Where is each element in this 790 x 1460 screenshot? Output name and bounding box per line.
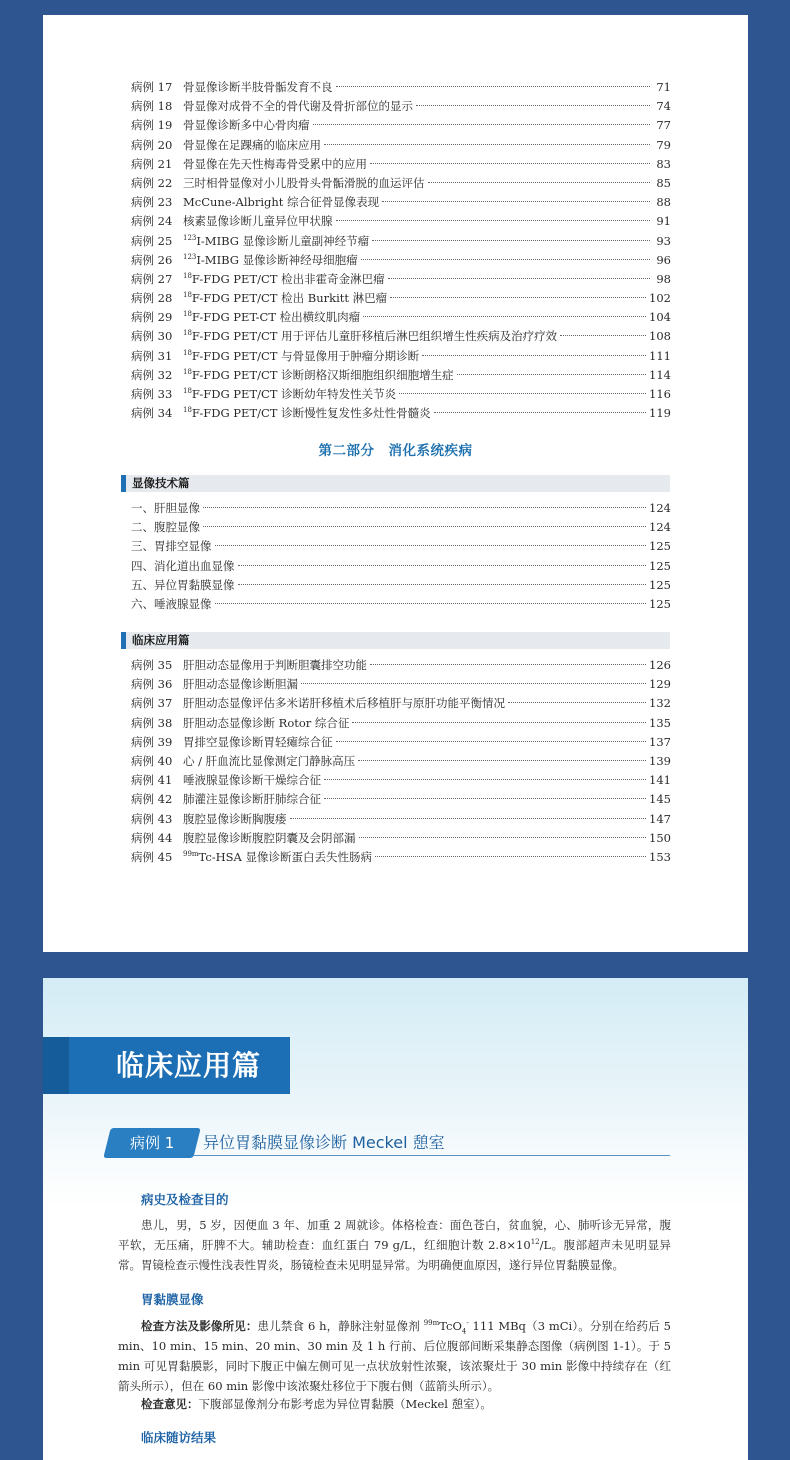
toc-case-number: 病例 20 (131, 137, 173, 152)
toc-case-number: 病例 24 (131, 214, 173, 229)
toc-leader-dots (375, 856, 646, 857)
heading-followup: 临床随访结果 (141, 1430, 217, 1445)
toc-row (131, 752, 671, 771)
toc-row (131, 694, 671, 713)
toc-leader-dots (422, 355, 646, 356)
toc-entry-text: 腹腔显像诊断胸腹瘘 (183, 811, 287, 826)
toc-entry-title (183, 675, 298, 694)
toc-page-number: 125 (649, 558, 671, 573)
toc-entry-text: Tc-HSA 显像诊断蛋白丢失性肠病 (198, 849, 373, 864)
toc-case-number: 病例 42 (131, 792, 173, 807)
toc-isotope-sup: 18 (183, 291, 192, 300)
toc-clinical-list (131, 656, 671, 867)
toc-tech-list (131, 499, 671, 614)
toc-case-number: 病例 26 (131, 252, 173, 267)
toc-row (131, 136, 671, 155)
toc-page-number: 153 (649, 849, 671, 864)
toc-entry-title (183, 366, 454, 385)
toc-row (131, 78, 671, 97)
toc-row (131, 116, 671, 135)
toc-row (131, 714, 671, 733)
toc-entry-title (183, 694, 505, 713)
toc-entry-text: 腹腔显像诊断腹腔阴囊及会阴部漏 (183, 830, 356, 845)
toc-page-number: 108 (649, 329, 671, 344)
toc-leader-dots (301, 683, 646, 684)
history-sup: 12 (530, 1238, 540, 1246)
toc-entry-title (183, 212, 333, 231)
toc-entry-title (183, 829, 356, 848)
toc-row (131, 308, 671, 327)
toc-entry-text: 肺灌注显像诊断肝肺综合征 (183, 792, 321, 807)
toc-case-number: 病例 18 (131, 99, 173, 114)
toc-row (131, 733, 671, 752)
toc-entry-title (183, 790, 321, 809)
toc-entry-title (131, 499, 200, 518)
toc-case-number: 病例 43 (131, 811, 173, 826)
toc-leader-dots (372, 240, 650, 241)
toc-isotope-sup: 18 (183, 329, 192, 338)
toc-leader-dots (560, 335, 646, 336)
toc-row (131, 518, 671, 537)
toc-page-number: 147 (649, 811, 671, 826)
toc-case-number: 病例 38 (131, 715, 173, 730)
toc-case-number: 病例 40 (131, 753, 173, 768)
toc-entry-title (183, 771, 321, 790)
toc-leader-dots (336, 86, 651, 87)
toc-leader-dots (324, 798, 646, 799)
toc-entry-text: 四、消化道出血显像 (131, 558, 235, 573)
content-page (43, 978, 748, 1460)
part-title: 第二部分 消化系统疾病 (318, 443, 473, 459)
toc-case-number: 病例 22 (131, 175, 173, 190)
toc-isotope-sup: 18 (183, 271, 192, 280)
toc-entry-text: McCune-Albright 综合征骨显像表现 (183, 195, 380, 210)
toc-leader-dots (416, 105, 650, 106)
toc-entry-title (183, 97, 413, 116)
toc-entry-title (183, 308, 360, 327)
method-label: 检查方法及影像所见： (141, 1319, 258, 1333)
toc-entry-title (131, 576, 235, 595)
toc-page-number: 137 (649, 734, 671, 749)
toc-page-number: 129 (649, 677, 671, 692)
toc-entry-title (183, 251, 358, 270)
toc-entry-text: F-FDG PET/CT 用于评估儿童肝移植后淋巴组织增生性疾病及治疗疗效 (191, 329, 558, 344)
toc-case-number: 病例 35 (131, 658, 173, 672)
toc-leader-dots (203, 507, 646, 508)
toc-row (131, 174, 671, 193)
toc-entry-text: F-FDG PET/CT 检出非霍奇金淋巴瘤 (191, 271, 385, 286)
toc-page-number: 83 (656, 156, 671, 171)
toc-page-number: 116 (649, 387, 671, 401)
toc-leader-dots (324, 779, 646, 780)
toc-page-number: 145 (649, 792, 671, 807)
toc-case-number: 病例 28 (131, 291, 173, 306)
toc-page-number: 141 (649, 773, 671, 788)
method-sup-2: - (466, 1319, 469, 1327)
toc-page-number: 98 (656, 271, 671, 286)
toc-row (131, 537, 671, 556)
method-paragraph (118, 1316, 671, 1396)
toc-entry-text: I-MIBG 显像诊断儿童副神经节瘤 (196, 233, 370, 248)
section-header-tech: 显像技术篇 (121, 475, 670, 492)
toc-leader-dots (382, 201, 650, 202)
opinion-text: 下腹部显像剂分布影考虑为异位胃黏膜（Meckel 憩室）。 (198, 1397, 492, 1411)
toc-entry-text: 六、唾液腺显像 (131, 596, 212, 611)
toc-leader-dots (215, 603, 647, 604)
toc-entry-text: 肝胆动态显像诊断 Rotor 综合征 (183, 715, 350, 730)
toc-row (131, 232, 671, 251)
toc-leader-dots (428, 182, 651, 183)
toc-row (131, 576, 671, 595)
toc-row (131, 366, 671, 385)
history-text: 患儿，男，5 岁，因便血 3 年、加重 2 周就诊。体格检查：面色苍白，贫血貌，心、肺听诊无异常，腹平软，无压痛，肝脾不大。辅助检查：血红蛋白 79 g/L，红细胞计数 2.8×10 (118, 1218, 671, 1252)
toc-entry-text: 五、异位胃黏膜显像 (131, 577, 235, 592)
chapter-banner: 临床应用篇 (43, 1037, 290, 1094)
toc-entry-title (183, 174, 425, 193)
toc-case-number: 病例 37 (131, 696, 173, 711)
toc-leader-dots (324, 144, 650, 145)
toc-entry-text: 骨显像在先天性梅毒骨受累中的应用 (183, 156, 367, 171)
toc-page-number: 114 (649, 367, 671, 382)
toc-page-number: 74 (656, 99, 671, 114)
toc-page (43, 15, 748, 952)
toc-isotope-sup: 123 (183, 252, 197, 261)
toc-entry-text: 骨显像在足踝痛的临床应用 (183, 137, 321, 152)
toc-entry-text: F-FDG PET/CT 诊断朗格汉斯细胞组织细胞增生症 (191, 367, 454, 382)
toc-entry-title (183, 810, 287, 829)
toc-row (131, 656, 671, 675)
toc-leader-dots (399, 393, 646, 394)
toc-entry-text: 骨显像对成骨不全的骨代谢及骨折部位的显示 (183, 99, 413, 114)
toc-case-number: 病例 21 (131, 156, 173, 171)
toc-case-number: 病例 41 (131, 773, 173, 788)
toc-row (131, 848, 671, 867)
method-text-1: 患儿禁食 6 h，静脉注射显像剂 (257, 1319, 424, 1333)
toc-entry-title (131, 537, 212, 556)
toc-row (131, 675, 671, 694)
toc-entry-title (183, 193, 379, 212)
toc-page-number: 125 (649, 539, 671, 554)
toc-page-number: 91 (656, 214, 671, 229)
toc-row (131, 251, 671, 270)
toc-entry-title (183, 404, 431, 423)
toc-entry-text: 心 / 肝血流比显像测定门静脉高压 (183, 753, 356, 768)
toc-leader-dots (358, 760, 646, 761)
toc-leader-dots (238, 584, 647, 585)
toc-row (131, 97, 671, 116)
toc-entry-title (183, 733, 333, 752)
toc-case-number: 病例 45 (131, 849, 173, 864)
toc-entry-title (183, 385, 396, 404)
toc-leader-dots (336, 741, 647, 742)
toc-row (131, 404, 671, 423)
toc-page-number: 79 (656, 137, 671, 152)
toc-entry-text: I-MIBG 显像诊断神经母细胞瘤 (196, 252, 358, 267)
toc-case-number: 病例 44 (131, 830, 173, 845)
toc-page-number: 125 (649, 577, 671, 592)
toc-row (131, 289, 671, 308)
toc-case-number: 病例 19 (131, 118, 173, 133)
toc-entry-title (183, 327, 557, 346)
method-text-3: 111 MBq（3 mCi）。分别在给药后 5 min、10 min、15 min、20 min、30 min 及 1 h 行前、后位腹部间断采集静态图像（病例图 1-1）。于 5 min 可见胃黏膜影，同时下腹正中偏左侧可见一点状放射性浓聚，该浓聚灶于 30 min 影像中持续存在（红箭头所示），但在 60 min 影像中该浓聚灶移位于下腹右侧（蓝箭头所示）。 (118, 1319, 671, 1393)
toc-leader-dots (313, 124, 651, 125)
toc-leader-dots (363, 316, 646, 317)
toc-case-number: 病例 30 (131, 329, 173, 344)
method-sub: 4 (461, 1327, 467, 1336)
toc-entry-title (183, 232, 369, 251)
toc-page-number: 126 (649, 658, 671, 672)
toc-isotope-sup: 99m (183, 849, 199, 858)
toc-leader-dots (390, 297, 646, 298)
toc-entry-title (183, 136, 321, 155)
toc-isotope-sup: 123 (183, 233, 197, 242)
toc-page-number: 150 (649, 830, 671, 845)
toc-entry-text: 三时相骨显像对小儿股骨头骨骺滑脱的血运评估 (183, 175, 425, 190)
toc-isotope-sup: 18 (183, 348, 192, 357)
heading-imaging: 胃黏膜显像 (141, 1292, 204, 1307)
toc-page-number: 88 (656, 195, 671, 210)
toc-leader-dots (290, 818, 647, 819)
toc-case-number: 病例 31 (131, 348, 173, 363)
toc-entry-text: 肝胆动态显像用于判断胆囊排空功能 (183, 658, 367, 672)
opinion-label: 检查意见： (141, 1397, 199, 1411)
toc-entry-text: 三、胃排空显像 (131, 539, 212, 554)
heading-history: 病史及检查目的 (141, 1192, 229, 1207)
toc-leader-dots (370, 664, 646, 665)
case-title: 异位胃黏膜显像诊断 Meckel 憩室 (203, 1133, 445, 1152)
toc-row (131, 790, 671, 809)
toc-page-number: 96 (656, 252, 671, 267)
toc-case-number: 病例 33 (131, 387, 173, 401)
method-sup: 99m (423, 1319, 440, 1327)
toc-entry-text: 胃排空显像诊断胃轻瘫综合征 (183, 734, 333, 749)
toc-entry-title (183, 270, 385, 289)
toc-entry-title (183, 78, 333, 97)
toc-case-number: 病例 39 (131, 734, 173, 749)
toc-entry-text: F-FDG PET-CT 检出横纹肌肉瘤 (191, 310, 361, 325)
toc-entry-text: 一、肝胆显像 (131, 501, 200, 515)
toc-entry-title (183, 714, 349, 733)
toc-entry-title (183, 848, 372, 867)
toc-case-number: 病例 17 (131, 80, 173, 94)
toc-entry-title (131, 595, 212, 614)
toc-isotope-sup: 18 (183, 406, 192, 415)
toc-entry-title (183, 116, 310, 135)
toc-entry-text: 肝胆动态显像评估多米诺肝移植术后移植肝与原肝功能平衡情况 (183, 696, 505, 711)
toc-page-number: 111 (649, 348, 671, 363)
toc-entry-text: 骨显像诊断半肢骨骺发育不良 (183, 80, 333, 94)
toc-leader-dots (203, 526, 646, 527)
toc-isotope-sup: 18 (183, 367, 192, 376)
toc-entry-text: F-FDG PET/CT 与骨显像用于肿瘤分期诊断 (191, 348, 420, 363)
toc-leader-dots (238, 565, 647, 566)
toc-entry-text: 唾液腺显像诊断干燥综合征 (183, 773, 321, 788)
toc-page-number: 125 (649, 596, 671, 611)
toc-page-number: 85 (656, 175, 671, 190)
toc-entry-title (131, 518, 200, 537)
case-number-label: 病例 1 (129, 1134, 175, 1152)
toc-leader-dots (352, 722, 646, 723)
banner-accent (43, 1037, 69, 1094)
toc-entry-text: 二、腹腔显像 (131, 520, 200, 535)
toc-leader-dots (370, 163, 650, 164)
toc-case-number: 病例 27 (131, 271, 173, 286)
toc-leader-dots (434, 412, 646, 413)
toc-row (131, 193, 671, 212)
toc-entry-title (183, 656, 367, 675)
toc-leader-dots (457, 374, 646, 375)
section-header-clinical: 临床应用篇 (121, 632, 670, 649)
toc-page-number: 104 (649, 310, 671, 325)
toc-row (131, 499, 671, 518)
case-number-tag (103, 1128, 200, 1158)
case-title-rule (193, 1155, 670, 1156)
history-text-2: /L。腹部超声未见明显异常。胃镜检查示慢性浅表性胃炎，肠镜检查未见明显异常。为明确便血原因，遂行异位胃黏膜显像。 (118, 1238, 672, 1272)
toc-page-number: 71 (656, 80, 671, 94)
opinion-paragraph (118, 1394, 671, 1414)
toc-row (131, 155, 671, 174)
history-paragraph (118, 1215, 671, 1275)
toc-page-number: 93 (656, 233, 671, 248)
toc-isotope-sup: 18 (183, 387, 192, 395)
toc-entry-title (183, 289, 387, 308)
toc-row (131, 771, 671, 790)
toc-entry-title (183, 347, 419, 366)
toc-row (131, 557, 671, 576)
toc-case-number: 病例 25 (131, 233, 173, 248)
toc-case-number: 病例 29 (131, 310, 173, 325)
toc-leader-dots (336, 220, 651, 221)
toc-row (131, 810, 671, 829)
toc-page-number: 102 (649, 291, 671, 306)
toc-case-number: 病例 36 (131, 677, 173, 692)
toc-leader-dots (388, 278, 650, 279)
toc-row (131, 385, 671, 404)
toc-entry-title (183, 752, 355, 771)
toc-entry-text: F-FDG PET/CT 诊断幼年特发性关节炎 (191, 387, 397, 401)
toc-page-number: 77 (656, 118, 671, 133)
toc-row (131, 829, 671, 848)
method-text-2: TcO (439, 1319, 462, 1333)
toc-page-number: 124 (649, 520, 671, 535)
toc-page-number: 139 (649, 753, 671, 768)
toc-leader-dots (361, 259, 650, 260)
toc-leader-dots (508, 702, 646, 703)
toc-page-number: 132 (649, 696, 671, 711)
toc-case-number: 病例 34 (131, 406, 173, 421)
toc-entry-text: 肝胆动态显像诊断胆漏 (183, 677, 298, 692)
toc-case-number: 病例 32 (131, 367, 173, 382)
toc-case-number: 病例 23 (131, 195, 173, 210)
toc-page-number: 119 (649, 406, 671, 421)
toc-row (131, 270, 671, 289)
toc-entry-text: F-FDG PET/CT 诊断慢性复发性多灶性骨髓炎 (191, 406, 431, 421)
toc-row (131, 347, 671, 366)
toc-leader-dots (215, 545, 647, 546)
toc-entry-text: 核素显像诊断儿童异位甲状腺 (183, 214, 333, 229)
toc-row (131, 327, 671, 346)
toc-row (131, 212, 671, 231)
toc-page-number: 124 (649, 501, 671, 515)
toc-isotope-sup: 18 (183, 310, 192, 319)
toc-entry-text: F-FDG PET/CT 检出 Burkitt 淋巴瘤 (191, 291, 388, 306)
toc-page-number: 135 (649, 715, 671, 730)
toc-entry-text: 骨显像诊断多中心骨肉瘤 (183, 118, 310, 133)
toc-entry-title (183, 155, 367, 174)
toc-part1-list (131, 78, 671, 423)
toc-entry-title (131, 557, 235, 576)
toc-row (131, 595, 671, 614)
toc-leader-dots (359, 837, 647, 838)
